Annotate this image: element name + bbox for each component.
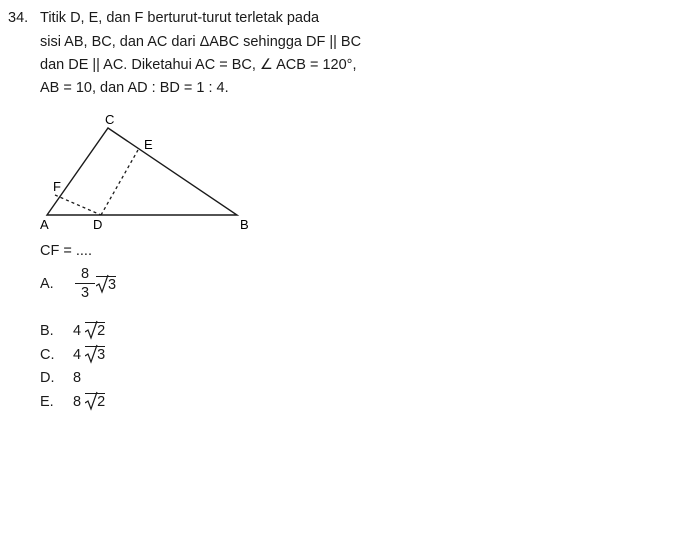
label-a: A bbox=[40, 217, 49, 232]
option-c-coef: 4 bbox=[73, 347, 82, 363]
option-c-radicand: 3 bbox=[85, 346, 105, 364]
segment-de bbox=[101, 150, 138, 215]
option-e-label: E. bbox=[40, 394, 54, 410]
option-a-fraction bbox=[75, 266, 95, 301]
question-line-4: AB = 10, dan AD : BD = 1 : 4. bbox=[40, 80, 229, 96]
triangle-figure bbox=[35, 110, 265, 235]
option-e-radicand: 2 bbox=[85, 393, 105, 411]
segment-df bbox=[55, 195, 101, 215]
label-f: F bbox=[53, 179, 61, 194]
option-b[interactable] bbox=[40, 322, 105, 340]
label-b: B bbox=[240, 217, 249, 232]
question-prompt: CF = .... bbox=[40, 243, 92, 259]
triangle-diagram bbox=[35, 110, 265, 235]
option-b-radicand: 2 bbox=[85, 322, 105, 340]
option-e-coef: 8 bbox=[73, 394, 82, 410]
question-number: 34. bbox=[8, 10, 29, 26]
option-a-label: A. bbox=[40, 276, 54, 292]
triangle-abc bbox=[47, 128, 237, 215]
sqrt-icon bbox=[85, 391, 98, 411]
option-d-label: D. bbox=[40, 370, 55, 386]
option-e[interactable] bbox=[40, 393, 105, 411]
option-c-label: C. bbox=[40, 347, 55, 363]
option-b-label: B. bbox=[40, 323, 54, 339]
question-line-3: dan DE || AC. Diketahui AC = BC, ∠ ACB = 120°, bbox=[40, 57, 357, 73]
option-d[interactable] bbox=[40, 370, 81, 386]
option-a-numerator: 8 bbox=[80, 266, 90, 282]
option-c[interactable] bbox=[40, 346, 105, 364]
option-d-value: 8 bbox=[73, 370, 82, 386]
option-b-coef: 4 bbox=[73, 323, 82, 339]
option-a-denominator: 3 bbox=[80, 285, 90, 301]
question-line-1: Titik D, E, dan F berturut-turut terletak pada bbox=[40, 10, 320, 26]
option-a-radicand: 3 bbox=[96, 276, 116, 294]
question-line-2: sisi AB, BC, dan AC dari ΔABC sehingga DF || BC bbox=[40, 34, 362, 50]
sqrt-icon bbox=[85, 320, 98, 340]
sqrt-icon bbox=[85, 344, 98, 364]
option-e-radical bbox=[85, 393, 105, 411]
option-b-radical bbox=[85, 322, 105, 340]
option-a-radical bbox=[96, 276, 116, 294]
sqrt-icon bbox=[96, 274, 109, 294]
option-c-radical bbox=[85, 346, 105, 364]
label-c: C bbox=[105, 112, 115, 127]
label-d: D bbox=[93, 217, 103, 232]
option-a[interactable] bbox=[40, 276, 73, 292]
label-e: E bbox=[144, 137, 153, 152]
